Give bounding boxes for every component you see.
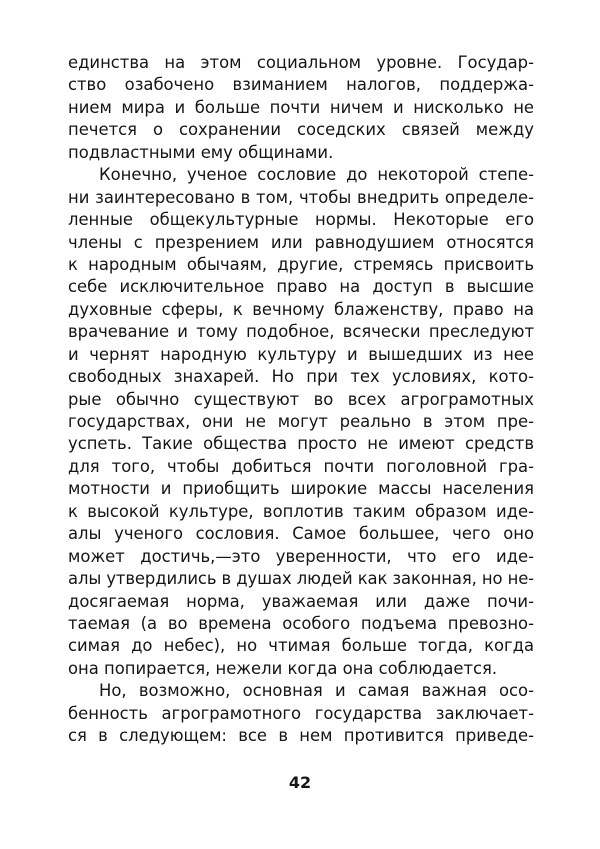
text-line: члены с презрением или равнодушием относятся <box>68 232 534 252</box>
text-line: может достичь,—это уверенности, что его иде- <box>68 546 534 566</box>
text-line: единства на этом социальном уровне. Государ- <box>68 53 534 72</box>
body-text <box>68 52 534 748</box>
text-line: она попирается, нежели когда она соблюдается. <box>68 658 498 678</box>
text-line: алы ученого сословия. Самое большее, чего оно <box>68 524 534 544</box>
text-line: таемая (а во времена особого подъема превозно- <box>68 613 534 633</box>
text-line: ся в следующем: все в нем противится приведе- <box>68 726 534 746</box>
text-line: успеть. Такие общества просто не имеют средств <box>68 434 534 454</box>
page-number: 42 <box>288 773 312 792</box>
text-line: ленные общекультурные нормы. Некоторые его <box>68 210 534 230</box>
text-line: к высокой культуре, воплотив таким образом иде- <box>68 501 534 521</box>
text-line: нием мира и больше почти ничем и нисколько не <box>68 97 534 117</box>
text-line: алы утвердились в душах людей как законная, но не- <box>68 569 534 589</box>
text-line: государствах, они не могут реально в этом пре- <box>68 412 534 431</box>
text-line: подвластными ему общинами. <box>68 142 334 162</box>
text-line: досягаемая норма, уважаемая или даже почи- <box>68 591 534 611</box>
text-line: врачевание и тому подобное, всячески преследуют <box>68 322 534 342</box>
text-line: рые обычно существуют во всех агрограмотных <box>68 389 534 409</box>
text-line: для того, чтобы добиться почти поголовной гра- <box>68 456 534 476</box>
text-line: мотности и приобщить широкие массы населения <box>68 479 534 499</box>
text-line: себе исключительное право на доступ в высшие <box>68 277 534 297</box>
text-line: Но, возможно, основная и самая важная осо- <box>99 681 534 701</box>
text-line: ство озабочено взиманием налогов, поддержа- <box>68 75 534 95</box>
text-line: ни заинтересовано в том, чтобы внедрить определе- <box>68 187 534 207</box>
paragraph-2 <box>68 164 534 680</box>
paragraph-3 <box>68 680 534 747</box>
paragraph-1 <box>68 52 534 164</box>
text-line: и чернят народную культуру и вышедших из нее <box>68 344 534 364</box>
text-line: к народным обычаям, другие, стремясь присвоить <box>68 254 534 274</box>
text-line: бенность агрограмотного государства заключает- <box>68 703 534 723</box>
text-line: печется о сохранении соседских связей между <box>68 120 534 140</box>
text-line: духовные сферы, к вечному блаженству, право на <box>68 299 534 319</box>
text-line: симая до небес), но чтимая больше тогда, когда <box>68 636 534 656</box>
text-line: Конечно, ученое сословие до некоторой степе- <box>99 165 534 185</box>
text-line: свободных знахарей. Но при тех условиях, кото- <box>68 367 534 387</box>
